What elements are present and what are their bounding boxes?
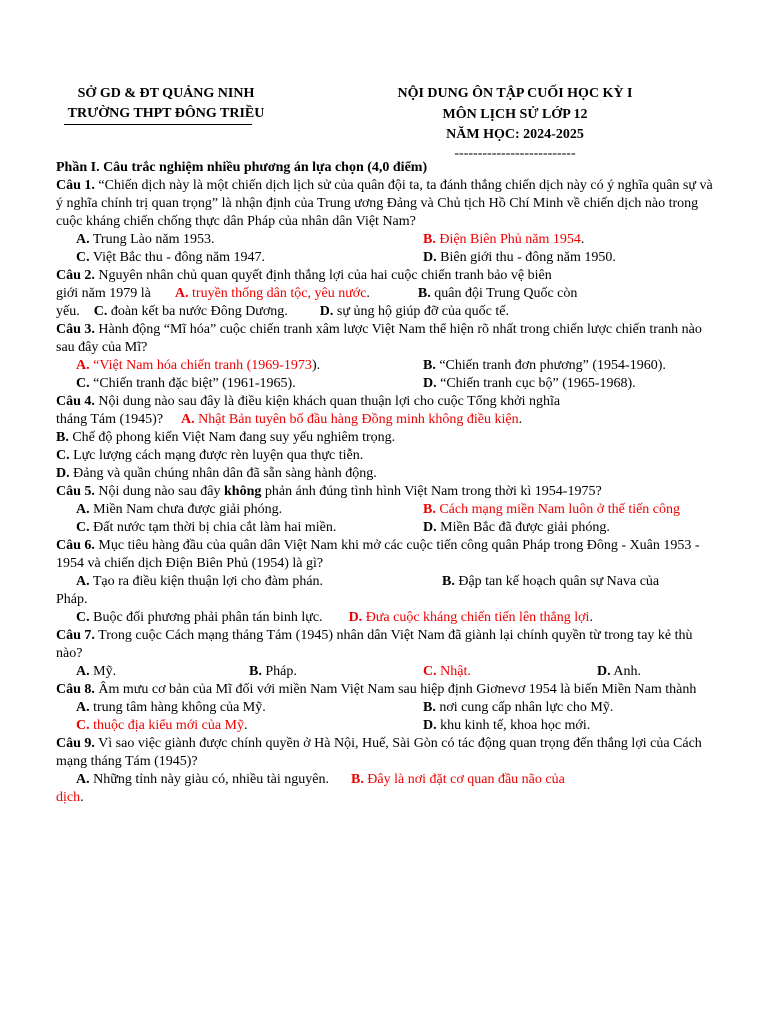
question-label: Câu 7. — [56, 628, 95, 643]
option-d[interactable]: D. khu kinh tế, khoa học mới. — [423, 718, 591, 733]
options-row: C. Buộc đối phương phải phân tán binh lực. D. Đưa cuộc kháng chiến tiến lên thẳng lợi. — [76, 610, 593, 625]
department-name: SỞ GD & ĐT QUẢNG NINH — [77, 86, 255, 101]
part-title: Phần I. Câu trắc nghiệm nhiều phương án lựa chọn (4,0 điểm) — [56, 160, 428, 175]
question-1 — [56, 177, 716, 231]
options-row — [56, 771, 716, 789]
option-b-continuation: Pháp. — [56, 592, 88, 607]
school-name: TRƯỜNG THPT ĐÔNG TRIỀU — [67, 106, 265, 121]
question-text: Âm mưu cơ bản của Mĩ đối với miền Nam Việt Nam sau hiệp định Giơnevơ 1954 là biến Miền Nam thành — [94, 682, 697, 697]
option-a[interactable]: A. Mỹ. — [76, 664, 117, 679]
option-c[interactable]: C. Lực lượng cách mạng được rèn luyện qua thực tiễn. — [56, 448, 364, 463]
question-text: Vì sao việc giành được chính quyền ở Hà Nội, Huế, Sài Gòn có tác động quan trọng đến thắng lợi của Cách mạng tháng Tám (1945)? — [56, 736, 702, 769]
options-row — [56, 249, 716, 267]
question-5: Câu 5. Nội dung nào sau đây không phản ánh đúng tình hình Việt Nam trong thời kì 1954-1975? — [56, 484, 602, 499]
options-row — [56, 699, 716, 717]
question-text: Nội dung nào sau đây là điều kiện khách quan thuận lợi cho cuộc Tổng khởi nghĩa — [94, 394, 561, 409]
question-label: Câu 1. — [56, 178, 95, 193]
option-a[interactable]: A. Những tỉnh này giàu có, nhiều tài nguyên. — [76, 772, 329, 787]
subject-title: MÔN LỊCH SỬ LỚP 12 — [442, 106, 588, 122]
option-c-correct[interactable]: C. thuộc địa kiểu mới của Mỹ — [76, 718, 244, 733]
question-list — [56, 159, 716, 807]
option-a[interactable]: A. Miền Nam chưa được giải phóng. — [76, 502, 283, 517]
option-d[interactable]: D. Biên giới thu - đông năm 1950. — [423, 250, 616, 265]
question-3 — [56, 321, 716, 357]
options-row: A. “Việt Nam hóa chiến tranh (1969-1973). B. “Chiến tranh đơn phương” (1954-1960). — [76, 358, 666, 373]
option-d[interactable]: D. sự ủng hộ giúp đỡ của quốc tế. — [319, 304, 509, 319]
question-9 — [56, 735, 716, 771]
option-b-correct[interactable]: B. Đây là nơi đặt cơ quan đầu não của — [350, 772, 565, 787]
option-b[interactable]: B. Pháp. — [249, 664, 297, 679]
question-text: Hành động “Mĩ hóa” cuộc chiến tranh xâm lược Việt Nam thể hiện rõ nhất trong chiến lược chiến tranh nào sau đây của Mĩ? — [56, 322, 702, 355]
question-2 — [56, 267, 716, 285]
option-a-correct[interactable]: A. “Việt Nam hóa chiến tranh (1969-1973 — [76, 358, 312, 373]
option-b-correct[interactable]: B. Cách mạng miền Nam luôn ở thế tiến công — [423, 502, 681, 517]
options-row — [56, 663, 716, 681]
option-b[interactable]: B. nơi cung cấp nhân lực cho Mỹ. — [423, 700, 614, 715]
option-d[interactable]: D. Miền Bắc đã được giải phóng. — [423, 520, 610, 535]
option-a-correct[interactable]: A. truyền thống dân tộc, yêu nước — [174, 286, 367, 301]
option-c-correct[interactable]: C. Nhật. — [423, 664, 471, 679]
option-a[interactable]: A. Tạo ra điều kiện thuận lợi cho đàm phán. — [76, 574, 324, 589]
question-label: Câu 4. — [56, 394, 95, 409]
option-d-correct[interactable]: D. Đưa cuộc kháng chiến tiến lên thẳng lợi — [348, 610, 590, 625]
option-a-correct[interactable]: A. Nhật Bản tuyên bố đầu hàng Đồng minh không điều kiện — [181, 412, 519, 427]
school-year: NĂM HỌC: 2024-2025 — [446, 127, 584, 142]
options-row: tháng Tám (1945)? A. Nhật Bản tuyên bố đầu hàng Đồng minh không điều kiện. — [56, 412, 523, 427]
question-7 — [56, 627, 716, 663]
option-b[interactable]: B. Chế độ phong kiến Việt Nam đang suy yếu nghiêm trọng. — [56, 430, 396, 445]
option-b[interactable]: B. Đập tan kế hoạch quân sự Nava của — [442, 574, 660, 589]
options-row: giới năm 1979 là A. truyền thống dân tộc, yêu nước. B. quân đội Trung Quốc còn — [56, 286, 578, 301]
option-b[interactable]: B. quân đội Trung Quốc còn — [417, 286, 578, 301]
question-label: Câu 8. — [56, 682, 95, 697]
question-4 — [56, 393, 716, 411]
options-row — [56, 375, 716, 393]
school-underline — [64, 124, 252, 125]
question-text: Nguyên nhân chủ quan quyết định thắng lợi của hai cuộc chiến tranh bảo vệ biên — [94, 268, 552, 283]
options-row: A. Trung Lào năm 1953. B. Điện Biên Phủ năm 1954 . — [76, 232, 585, 247]
option-c[interactable]: C. Đất nước tạm thời bị chia cắt làm hai miền. — [76, 520, 337, 535]
question-label: Câu 3. — [56, 322, 95, 337]
option-d[interactable]: D. “Chiến tranh cục bộ” (1965-1968). — [423, 376, 636, 391]
question-8 — [56, 681, 716, 699]
question-text: Trong cuộc Cách mạng tháng Tám (1945) nhân dân Việt Nam đã giành lại chính quyền từ trong tay kẻ thù nào? — [56, 628, 693, 661]
option-a[interactable]: A. trung tâm hàng không của Mỹ. — [76, 700, 266, 715]
question-label: Câu 6. — [56, 538, 95, 553]
options-row — [56, 573, 716, 591]
question-label: Câu 9. — [56, 736, 95, 751]
options-row: yếu. C. đoàn kết ba nước Đông Dương. D. sự ủng hộ giúp đỡ của quốc tế. — [56, 304, 509, 319]
question-text: “Chiến dịch này là một chiến dịch lịch sử của quân đội ta, ta đánh thắng chiến dịch này có ý nghĩa quân sự và ý nghĩa chính trị quan trọng” là nhận định của Trung ương Đảng và Chủ tịch Hồ Chí Minh về chiến dịch nào trong cuộc kháng chiến chống thực dân Pháp của nhân dân Việt Nam? — [56, 178, 713, 229]
option-d[interactable]: D. Anh. — [597, 664, 641, 679]
question-label: Câu 5. — [56, 484, 95, 499]
question-text: Mục tiêu hàng đầu của quân dân Việt Nam khi mở các cuộc tiến công quân Pháp trong Đông - Xuân 1953 - 1954 và chiến dịch Điện Biên Phủ (1954) là gì? — [56, 538, 700, 571]
option-b-continuation: dịch. — [56, 790, 84, 805]
exam-header — [350, 84, 680, 162]
option-d[interactable]: D. Đảng và quần chúng nhân dân đã sẵn sàng hành động. — [56, 466, 377, 481]
exam-title: NỘI DUNG ÔN TẬP CUỐI HỌC KỲ I — [397, 86, 633, 101]
option-c[interactable]: C. đoàn kết ba nước Đông Dương. — [93, 304, 288, 319]
header-divider: -------------------------- — [454, 145, 576, 161]
option-c[interactable]: C. “Chiến tranh đặc biệt” (1961-1965). — [76, 376, 296, 391]
option-a[interactable]: A. Trung Lào năm 1953. — [76, 232, 215, 247]
option-b-correct[interactable]: B. Điện Biên Phủ năm 1954 — [423, 232, 581, 247]
options-row — [56, 519, 716, 537]
option-b[interactable]: B. “Chiến tranh đơn phương” (1954-1960). — [423, 358, 666, 373]
option-c[interactable]: C. Buộc đối phương phải phân tán binh lực. — [76, 610, 323, 625]
question-label: Câu 2. — [56, 268, 95, 283]
option-c[interactable]: C. Việt Bắc thu - đông năm 1947. — [76, 250, 266, 265]
question-6 — [56, 537, 716, 573]
options-row: C. thuộc địa kiểu mới của Mỹ. D. khu kinh tế, khoa học mới. — [76, 718, 591, 733]
school-header — [46, 84, 286, 125]
options-row — [56, 501, 716, 519]
